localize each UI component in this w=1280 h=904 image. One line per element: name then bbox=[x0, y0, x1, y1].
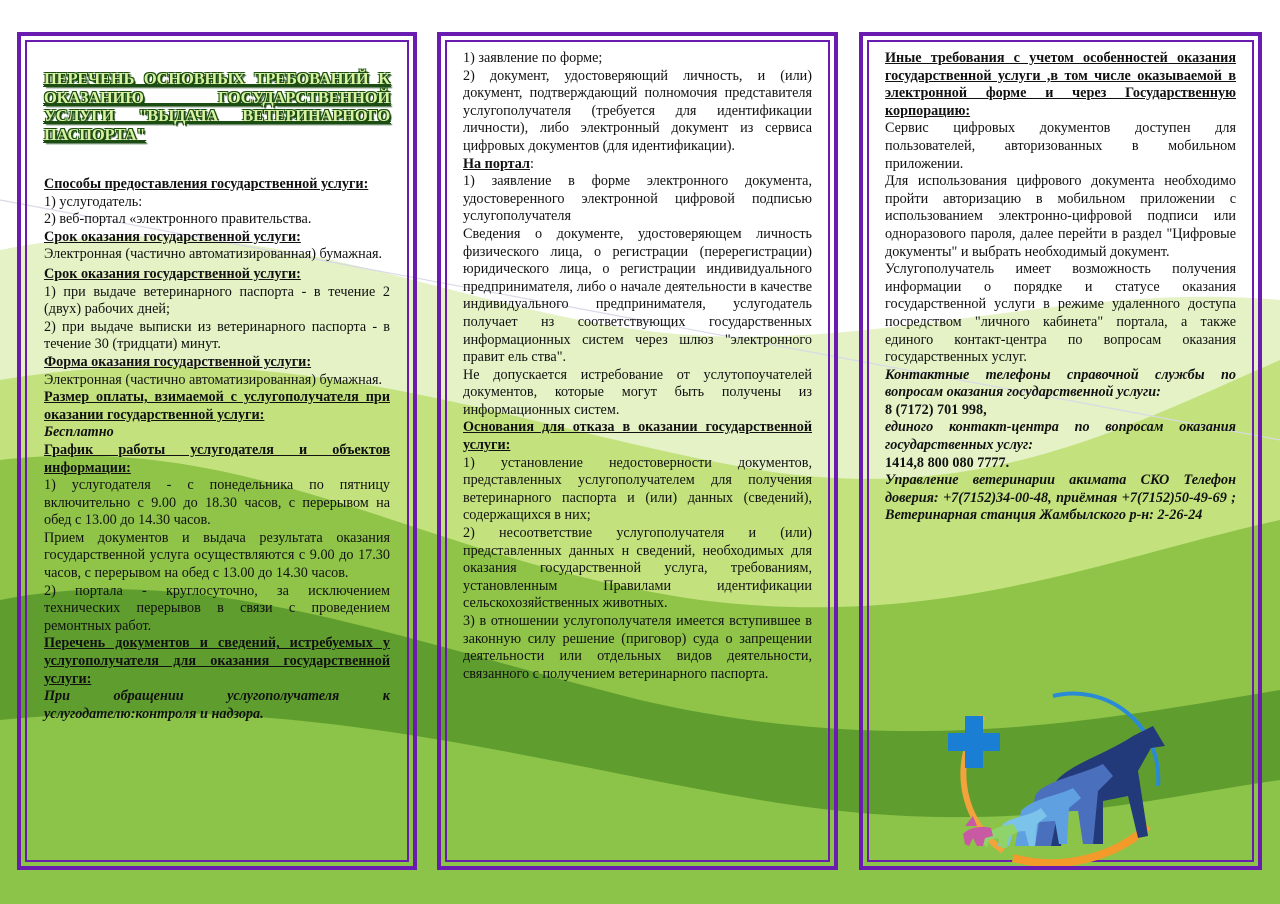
portal-heading: На портал bbox=[463, 155, 530, 172]
section-documents-heading: Перечень документов и сведений, истребуемых у услугополучателя для оказания государственной услуги: bbox=[44, 635, 390, 687]
doc-item-1: 1) заявление по форме; bbox=[463, 50, 603, 66]
portal-heading-line bbox=[463, 156, 812, 174]
refusal-item-1: 1) установление недостоверности документов, представленных услугополучателем для получения ветеринарного паспорта и (или) данных (сведений), содержащихся в них; bbox=[463, 454, 812, 524]
term2-item-2: 2) при выдаче выписки из ветеринарного паспорта - в течение 30 (тридцати) минут. bbox=[44, 318, 390, 353]
refusal-item-3: 3) в отношении услугополучателя имеется вступившее в законную силу решение (приговор) суда о запрещении деятельности или отдельных видов деятельности, связанного с получением ветеринарного паспорта. bbox=[463, 613, 812, 682]
contacts-phone-1: 8 (7172) 701 998, bbox=[885, 401, 987, 418]
doc-item-2: 2) документ, удостоверяющий личность, и (или) документ, подтверждающий полномочия представителя услугополучателя (требуется для идентификации личности), либо электронный документ из сервиса цифровых документов (для идентификации). bbox=[463, 67, 812, 154]
section-fee-heading: Размер оплаты, взимаемой с услугополучателя при оказании государственной услуги: bbox=[44, 389, 390, 423]
methods-item-1: 1) услугодатель: bbox=[44, 193, 143, 210]
refusal-item-2: 2) несоответствие услугополучателя и (или) представленных данных н сведений, необходимых для оказания государственной услуга, требованиям, установленным Правилами идентификации сельскохозяйственных животных. bbox=[463, 525, 812, 612]
section-other-heading: Иные требования с учетом особенностей оказания государственной услуги ,в том числе оказываемой в электронной форме и через Государственную корпорацию: bbox=[885, 50, 1236, 119]
schedule-item-3: 2) портала - круглосуточно, за исключением технических перерывов в связи с проведением ремонтных работ. bbox=[44, 582, 390, 634]
section-term2-heading: Срок оказания государственной услуги: bbox=[44, 265, 301, 282]
contact-center-heading: единого контакт-центра по вопросам оказания государственных услуг: bbox=[885, 419, 1236, 454]
section-methods-heading: Способы предоставления государственной услуги: bbox=[44, 176, 369, 192]
portal-colon: : bbox=[529, 155, 534, 172]
panel-documents bbox=[437, 32, 838, 870]
section-form-heading: Форма оказания государственной услуги: bbox=[44, 353, 312, 370]
info-paragraph: Сведения о документе, удостоверяющем личность физического лица, о регистрации (перерегистрации) юридического лица, о регистрации индивидуального предпринимателя, либо о начале деятельности в качестве индивидуального предпринимателя, услугодатель получает нз соответствующих государственных информационных систем через шлюз "электронного правит ель ства". bbox=[463, 225, 812, 366]
term-text: Электронная (частично автоматизированная) бумажная. bbox=[44, 246, 383, 263]
form-text: Электронная (частично автоматизированная) бумажная. bbox=[44, 371, 383, 388]
panel-requirements bbox=[17, 32, 417, 870]
section-schedule-heading: График работы услугодателя и объектов информации: bbox=[44, 441, 390, 476]
methods-item-2: 2) веб-портал «электронного правительства. bbox=[44, 211, 312, 228]
fee-text: Бесплатно bbox=[44, 424, 114, 441]
remote-access-paragraph: Услугополучатель имеет возможность получения информации о порядке и статусе оказания государственной услуги в режиме удаленного доступа посредством "личного кабинета" портала, а также единого контакт-центра по вопросам оказания государственных услуг. bbox=[885, 261, 1236, 366]
section-term-heading: Срок оказания государственной услуги: bbox=[44, 228, 301, 245]
veterinary-contacts: Управление ветеринарии акимата СКО Телефон доверия: +7(7152)34-00-48, приёмная +7(7152)50-49-69 ; Ветеринарная станция Жамбылского р-н: 2-26-24 bbox=[885, 472, 1236, 524]
term2-item-1: 1) при выдаче ветеринарного паспорта - в течение 2 (двух) рабочих дней; bbox=[44, 283, 390, 318]
authorization-paragraph: Для использования цифрового документа необходимо пройти авторизацию в мобильном приложении с использованием электронно-цифровой подписи или одноразового пароля, далее перейти в раздел "Цифровые документы" и выбрать необходимый документ. bbox=[885, 173, 1236, 260]
documents-text: При обращении услугополучателя к услугодателю:контроля и надзора. bbox=[44, 688, 390, 722]
contacts-heading: Контактные телефоны справочной службы по вопросам оказания государственной услуги: bbox=[885, 366, 1236, 401]
prohibition-paragraph: Не допускается истребование от услутопоучателей документов, которые могут быть получены из информационных систем. bbox=[463, 366, 812, 418]
panel-other-requirements bbox=[859, 32, 1262, 870]
page-title: ПЕРЕЧЕНЬ ОСНОВНЫХ ТРЕБОВАНИЙ К ОКАЗАНИЮ ГОСУДАРСТВЕННОЙ УСЛУГИ "ВЫДАЧА ВЕТЕРИНАРНОГО ПАСПОРТА" bbox=[44, 69, 390, 144]
schedule-item-1: 1) услугодателя - с понедельника по пятницу включительно с 9.00 до 18.30 часов, с перерывом на обед с 13.00 до 14.30 часов. bbox=[44, 477, 390, 529]
digital-docs-paragraph: Сервис цифровых документов доступен для пользователей, авторизованных в мобильном приложении. bbox=[885, 120, 1236, 172]
portal-item-1: 1) заявление в форме электронного документа, удостоверенного электронной цифровой подписью услугополучателя bbox=[463, 173, 812, 225]
section-refusal-heading: Основания для отказа в оказании государственной услуги: bbox=[463, 419, 812, 454]
schedule-item-2: Прием документов и выдача результата оказания государственной услуга осуществляются с 9.00 до 17.30 часов, с перерывом на обед с 13.00 до 14.30 часов. bbox=[44, 529, 390, 582]
veterinary-logo-icon bbox=[943, 676, 1183, 862]
contacts-phone-2: 1414,8 800 080 7777. bbox=[885, 454, 1010, 471]
